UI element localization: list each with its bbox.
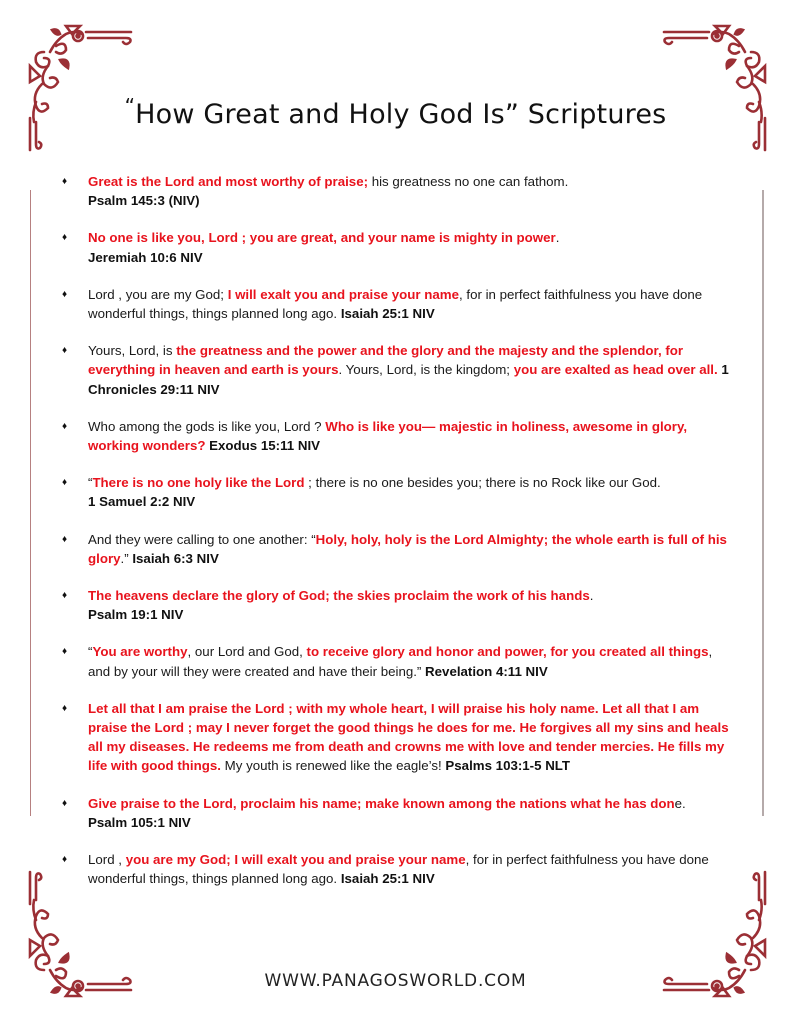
verse-text: Yours, Lord, is [88, 343, 177, 359]
verse-text: e. [674, 795, 686, 811]
highlighted-verse-text: Holy, holy, holy is the Lord Almighty; the whole earth is full of his glory [88, 531, 727, 566]
verse-text: , our Lord and God, [187, 644, 307, 660]
verse-text: “ [88, 475, 93, 491]
diamond-bullet-icon: ♦ [62, 590, 68, 602]
highlighted-verse-text: The heavens declare the glory of God; the skies proclaim the work of his hands [88, 588, 590, 604]
verse-reference: Psalm 145:3 (NIV) [88, 193, 200, 209]
diamond-bullet-icon: ♦ [62, 176, 68, 187]
highlighted-verse-text: the greatness and the power and the glory and the majesty and the splendor, for everything in heaven and earth is yours [88, 343, 684, 378]
highlighted-verse-text: I will exalt you and praise your name [227, 286, 459, 302]
verse-text: Lord , you are my God; [88, 286, 228, 302]
diamond-bullet-icon: ♦ [62, 533, 68, 545]
diamond-bullet-icon: ♦ [62, 797, 68, 809]
scripture-item [62, 417, 732, 455]
verse-reference: Isaiah 25:1 NIV [340, 871, 435, 887]
verse-text: .” [120, 550, 133, 566]
footer-website: WWW.PANAGOSWORLD.COM [264, 971, 527, 991]
scripture-list [62, 172, 732, 888]
diamond-bullet-icon: ♦ [62, 288, 68, 300]
highlighted-verse-text: Great is the Lord and most worthy of praise; [88, 174, 369, 189]
scripture-item [62, 850, 732, 888]
ornament-corner-top-right [659, 22, 769, 152]
scripture-item [62, 530, 732, 568]
verse-reference: Psalm 105:1 NIV [88, 814, 191, 830]
highlighted-verse-text: Give praise to the Lord, proclaim his name; make known among the nations what he has don [88, 795, 675, 811]
verse-reference: Psalm 19:1 NIV [88, 607, 184, 623]
verse-text: Lord , [88, 852, 126, 868]
verse-text: Who among the gods is like you, Lord ? [88, 418, 326, 434]
verse-text: “ [88, 644, 93, 660]
diamond-bullet-icon: ♦ [62, 232, 68, 244]
scripture-item [62, 285, 732, 323]
verse-reference: Psalms 103:1-5 NLT [445, 758, 571, 774]
scripture-item [62, 341, 732, 399]
verse-reference: 1 Chronicles 29:11 NIV [88, 362, 729, 397]
verse-reference: Revelation 4:11 NIV [425, 663, 548, 679]
border-line-right [762, 190, 764, 816]
scripture-item [62, 699, 732, 776]
highlighted-verse-text: to receive glory and honor and power, for you created all things [306, 644, 709, 660]
verse-reference: Exodus 15:11 NIV [209, 438, 321, 454]
highlighted-verse-text: you are exalted as head over all. [513, 362, 718, 378]
verse-text: , for in perfect faithfulness you have done wonderful things, things planned long ago. [88, 852, 709, 887]
highlighted-verse-text: you are my God; I will exalt you and praise your name [125, 852, 466, 868]
verse-text: My youth is renewed like the eagle’s! [220, 758, 446, 774]
verse-text: . Yours, Lord, is the kingdom; [338, 362, 514, 378]
scripture-item [62, 794, 732, 832]
page-title [0, 94, 791, 130]
scripture-item [62, 228, 732, 266]
title-text: How Great and Holy God Is” Scriptures [135, 99, 667, 131]
verse-text: ; there is no one besides you; there is no Rock like our God. [304, 475, 661, 491]
highlighted-verse-text: You are worthy [92, 644, 188, 660]
border-line-left [30, 190, 31, 816]
highlighted-verse-text: No one is like you, Lord ; you are great, and your name is mighty in power [88, 230, 556, 246]
ornament-flourish-icon [26, 22, 136, 152]
title-open-quote: “ [124, 94, 136, 119]
verse-text: , and by your will they were created and have their being.” [88, 644, 713, 679]
verse-reference: Isaiah 6:3 NIV [132, 550, 219, 566]
diamond-bullet-icon: ♦ [62, 477, 68, 489]
ornament-corner-top-left [26, 22, 136, 152]
highlighted-verse-text: Who is like you— majestic in holiness, awesome in glory, working wonders? [88, 418, 688, 454]
highlighted-verse-text: Let all that I am praise the Lord ; with my whole heart, I will praise his holy name. Let all that I am praise the Lord ; may I never forget the good things he does for me. He forgives all my sins and heals all my diseases. He redeems me from death and crowns me with love and tender mercies. He fills my life with good things. [88, 700, 729, 774]
verse-text: . [589, 588, 594, 604]
diamond-bullet-icon: ♦ [62, 646, 68, 658]
verse-reference: 1 Samuel 2:2 NIV [88, 494, 196, 510]
highlighted-verse-text: There is no one holy like the Lord [92, 475, 305, 491]
scripture-item [62, 172, 732, 210]
verse-text: his greatness no one can fathom. [368, 174, 569, 189]
diamond-bullet-icon: ♦ [62, 345, 68, 357]
verse-reference: Jeremiah 10:6 NIV [88, 249, 203, 265]
verse-text: And they were calling to one another: “ [88, 531, 316, 547]
verse-text: , for in perfect faithfulness you have done wonderful things, things planned long ago. [88, 286, 703, 322]
scripture-item [62, 586, 732, 624]
scripture-item [62, 473, 732, 511]
scripture-item [62, 642, 732, 680]
diamond-bullet-icon: ♦ [62, 702, 68, 714]
verse-text: . [555, 230, 560, 246]
ornament-flourish-icon [659, 22, 769, 152]
diamond-bullet-icon: ♦ [62, 420, 68, 432]
verse-reference: Isaiah 25:1 NIV [340, 306, 435, 322]
diamond-bullet-icon: ♦ [62, 854, 68, 866]
